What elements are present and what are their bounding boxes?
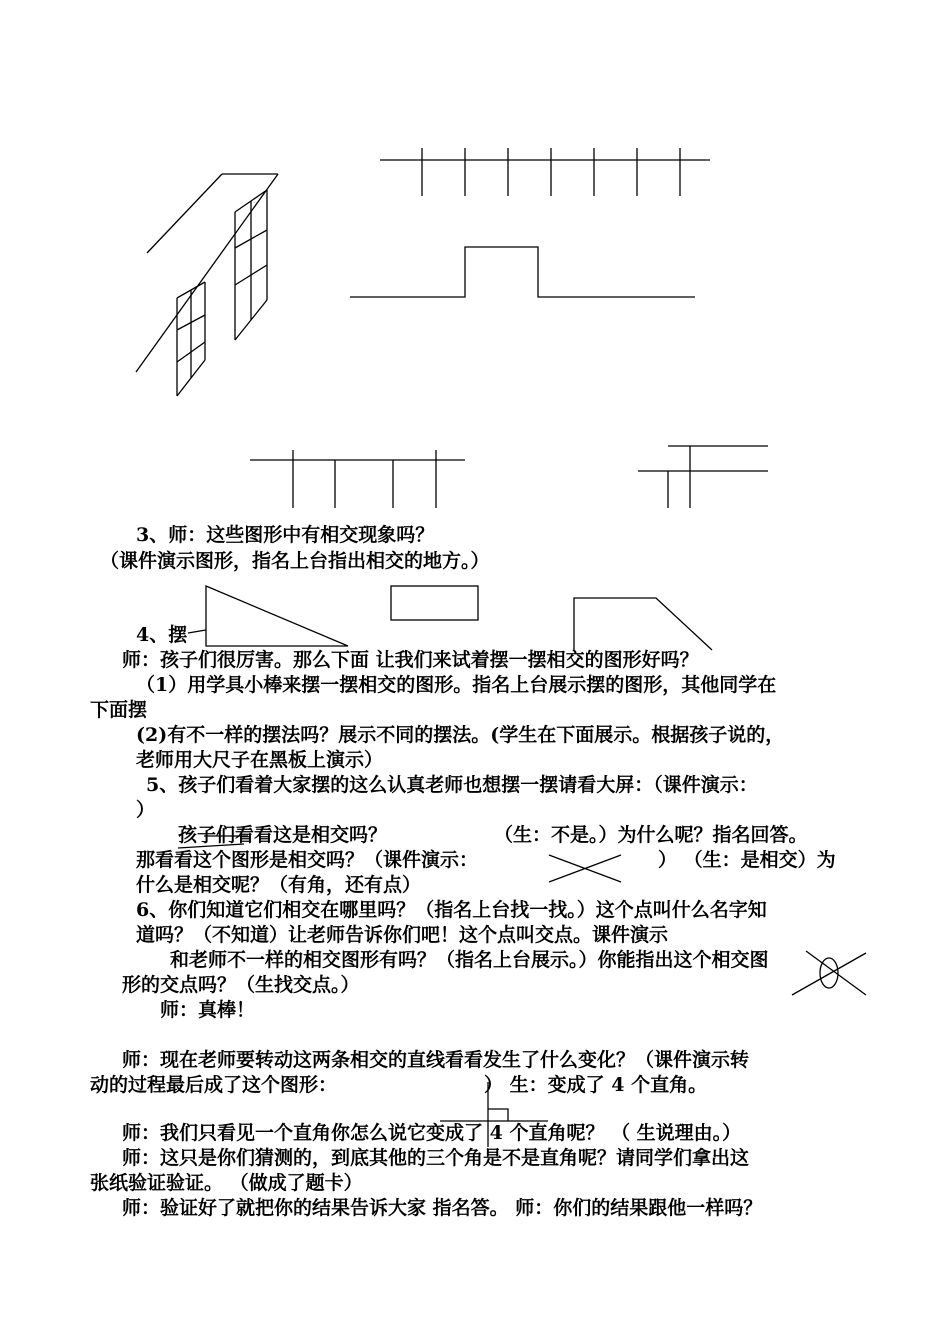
- intersecting-lines-figure: [549, 855, 621, 882]
- why-intersect: 什么是相交呢？（有角，还有点）: [136, 874, 422, 896]
- step-2-line: (2)有不一样的摆法吗？展示不同的摆法。(学生在下面展示。根据孩子说的，: [136, 724, 785, 746]
- verify-line-cont: 张纸验证验证。 （做成了题卡）: [90, 1172, 363, 1194]
- intersection-point-figure: [792, 951, 866, 995]
- section-5-line-cont: ）: [136, 799, 156, 821]
- teacher-line: 师：孩子们很厉害。那么下面 让我们来试着摆一摆相交的图形好吗？: [122, 649, 699, 671]
- verify-line: 师：这只是你们猜测的，到底其他的三个角是不是直角呢？请同学们拿出这: [122, 1147, 750, 1169]
- result-line: 师：验证好了就把你的结果告诉大家 指名答。 师：你们的结果跟他一样吗？: [122, 1197, 763, 1219]
- comb-lines-figure: [380, 148, 710, 196]
- step-1-line: （1）用学具小棒来摆一摆相交的图形。指名上台展示摆的图形，其他同学在: [136, 674, 777, 696]
- rotate-line: 师：现在老师要转动这两条相交的直线看看发生了什么变化？（课件演示转: [122, 1049, 750, 1071]
- question-intersect: 那看看这个图形是相交吗？（课件演示：: [136, 849, 479, 871]
- section-6-line-cont: 道吗？（不知道）让老师告诉你们吧！这个点叫交点。课件演示: [136, 924, 669, 946]
- section-5-line: 5、孩子们看着大家摆的这么认真老师也想摆一摆请看大屏：（课件演示：: [146, 774, 758, 796]
- section-4-heading: 4、摆: [136, 624, 188, 646]
- rotate-line-cont: 动的过程最后成了这个图形：: [90, 1074, 338, 1096]
- rectangle-figure: [391, 586, 478, 620]
- different-figure-line: 和老师不一样的相交图形有吗？（指名上台展示。）你能指出这个相交图: [170, 949, 769, 971]
- answer-not-intersect: （生：不是。）为什么呢？指名回答。: [494, 824, 808, 846]
- section-6-line: 6、你们知道它们相交在哪里吗？（指名上台找一找。）这个点叫什么名字知: [136, 899, 767, 921]
- answer-intersect: ） （生：是相交）为: [658, 849, 836, 871]
- step-shape-figure: [350, 247, 695, 297]
- four-right-angles: ） 生：变成了 4 个直角。: [484, 1074, 708, 1096]
- praise-line: 师：真棒！: [160, 999, 256, 1021]
- line-3-question: 3、师：这些图形中有相交现象吗？: [136, 524, 435, 546]
- trapezoid-figure: [574, 598, 712, 650]
- question-not-intersect: 孩子们看看这是相交吗？: [178, 824, 388, 846]
- step-2-line-cont: 老师用大尺子在黑板上演示）: [136, 749, 384, 771]
- bottom-comb-figure: [250, 450, 465, 508]
- window-frame-figure: [136, 174, 278, 396]
- right-triangle-figure: [206, 586, 348, 646]
- step-1-line-cont: 下面摆: [90, 699, 148, 721]
- parallel-lines-figure: [638, 446, 768, 508]
- courseware-note: （课件演示图形，指名上台指出相交的地方。）: [100, 550, 490, 572]
- one-right-angle-question: 师：我们只看见一个直角你怎么说它变成了 4 个直角呢？ （ 生说理由。）: [122, 1122, 742, 1144]
- different-figure-line-cont: 形的交点吗？（生找交点。）: [122, 974, 360, 996]
